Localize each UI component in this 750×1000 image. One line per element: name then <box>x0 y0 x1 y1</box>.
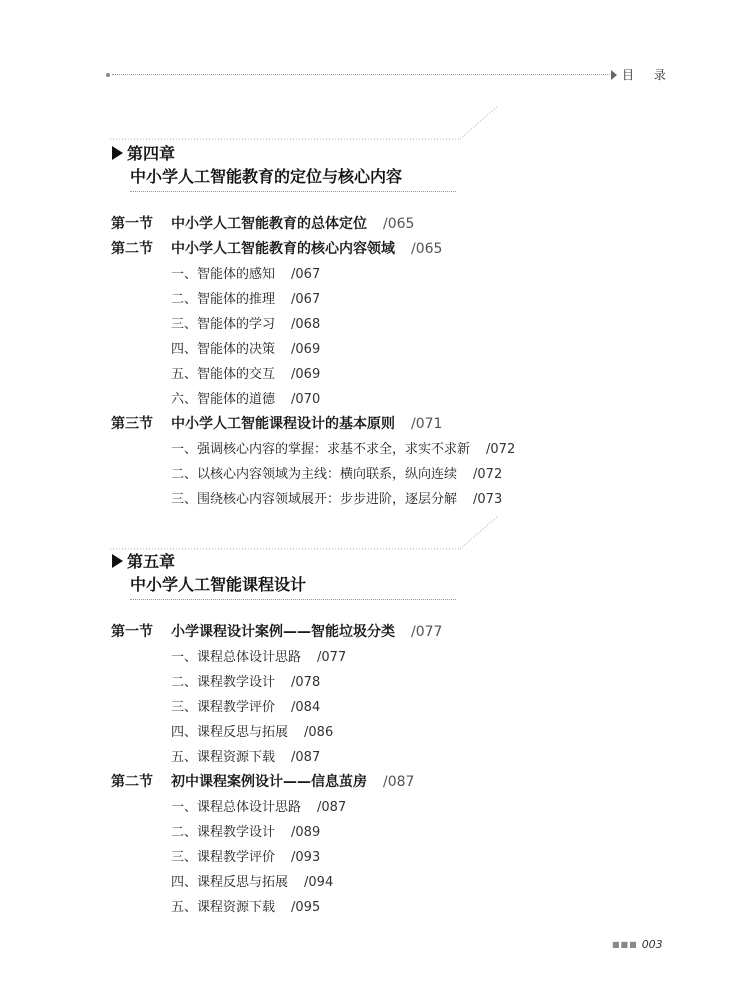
toc-item[interactable] <box>111 695 442 720</box>
toc-item[interactable] <box>111 795 442 820</box>
chapter-number-label: 第五章 <box>127 552 176 571</box>
toc-item[interactable] <box>111 870 442 895</box>
item-title: 二、以核心内容领域为主线：横向联系，纵向连续 <box>171 467 458 482</box>
toc-item[interactable] <box>111 387 515 412</box>
page-ref: /087 <box>291 750 321 765</box>
chapter-title: 中小学人工智能课程设计 <box>130 575 307 594</box>
toc-item[interactable] <box>111 645 442 670</box>
footer-dots-icon: ■■■ <box>612 940 638 949</box>
page-ref: /093 <box>291 850 321 865</box>
page-ref: /077 <box>317 650 347 665</box>
section-title: 中小学人工智能教育的总体定位 <box>171 216 367 232</box>
header-title: 目 录 <box>622 68 674 82</box>
chapter-5-deco-lines <box>110 514 500 554</box>
item-title: 一、强调核心内容的掌握：求基不求全，求实不求新 <box>171 442 471 457</box>
item-title: 二、课程教学设计 <box>171 675 276 690</box>
page-ref: /065 <box>411 241 443 257</box>
section-label: 第二节 <box>111 774 153 790</box>
item-title: 五、智能体的交互 <box>171 367 276 382</box>
item-title: 五、课程资源下载 <box>171 750 276 765</box>
toc-item[interactable] <box>111 895 442 920</box>
header-dot-icon <box>106 73 110 77</box>
toc-item[interactable] <box>111 362 515 387</box>
section-label: 第一节 <box>111 216 153 232</box>
chapter-4-decoration <box>110 104 500 144</box>
toc-item[interactable] <box>111 312 515 337</box>
chapter-number <box>112 144 456 164</box>
toc-item[interactable] <box>111 845 442 870</box>
chapter-5-heading <box>112 552 456 600</box>
section-label: 第二节 <box>111 241 153 257</box>
page-ref: /069 <box>291 367 321 382</box>
chapter-title-rule <box>130 599 456 600</box>
item-title: 四、智能体的决策 <box>171 342 276 357</box>
page-ref: /065 <box>383 216 415 232</box>
page-ref: /071 <box>411 416 443 432</box>
chapter-5-toc <box>111 620 442 920</box>
page-ref: /077 <box>411 624 443 640</box>
header-arrow-icon <box>611 70 617 80</box>
toc-section[interactable] <box>111 770 442 795</box>
toc-item[interactable] <box>111 670 442 695</box>
item-title: 二、智能体的推理 <box>171 292 276 307</box>
page-ref: /087 <box>317 800 347 815</box>
chapter-4-toc <box>111 212 515 512</box>
page-footer <box>612 934 663 953</box>
toc-item[interactable] <box>111 720 442 745</box>
page-number: 003 <box>641 938 663 951</box>
chapter-4-deco-lines <box>110 104 500 144</box>
section-label: 第一节 <box>111 624 153 640</box>
page-ref: /073 <box>473 492 503 507</box>
section-title: 初中课程案例设计——信息茧房 <box>171 774 367 790</box>
toc-item[interactable] <box>111 287 515 312</box>
toc-item[interactable] <box>111 437 515 462</box>
item-title: 四、课程反思与拓展 <box>171 725 289 740</box>
header-dotted-rule <box>112 74 612 75</box>
page-ref: /072 <box>486 442 516 457</box>
item-title: 六、智能体的道德 <box>171 392 276 407</box>
toc-item[interactable] <box>111 487 515 512</box>
section-title: 中小学人工智能课程设计的基本原则 <box>171 416 395 432</box>
item-title: 一、课程总体设计思路 <box>171 800 302 815</box>
chapter-number <box>112 552 456 572</box>
page-ref: /094 <box>304 875 334 890</box>
toc-item[interactable] <box>111 337 515 362</box>
item-title: 五、课程资源下载 <box>171 900 276 915</box>
page-ref: /086 <box>304 725 334 740</box>
item-title: 三、课程教学评价 <box>171 850 276 865</box>
section-title: 小学课程设计案例——智能垃圾分类 <box>171 624 395 640</box>
item-title: 三、围绕核心内容领域展开：步步进阶，逐层分解 <box>171 492 458 507</box>
section-label: 第三节 <box>111 416 153 432</box>
page-ref: /095 <box>291 900 321 915</box>
chapter-number-label: 第四章 <box>127 144 176 163</box>
toc-section[interactable] <box>111 412 515 437</box>
chapter-4-heading <box>112 144 456 192</box>
item-title: 三、课程教学评价 <box>171 700 276 715</box>
item-title: 三、智能体的学习 <box>171 317 276 332</box>
page-ref: /089 <box>291 825 321 840</box>
page-ref: /067 <box>291 292 321 307</box>
page-ref: /084 <box>291 700 321 715</box>
chapter-marker-icon <box>112 554 123 568</box>
page-ref: /078 <box>291 675 321 690</box>
page-ref: /087 <box>383 774 415 790</box>
toc-section[interactable] <box>111 212 515 237</box>
item-title: 一、课程总体设计思路 <box>171 650 302 665</box>
item-title: 四、课程反思与拓展 <box>171 875 289 890</box>
toc-section[interactable] <box>111 620 442 645</box>
page-ref: /069 <box>291 342 321 357</box>
item-title: 一、智能体的感知 <box>171 267 276 282</box>
toc-item[interactable] <box>111 820 442 845</box>
chapter-marker-icon <box>112 146 123 160</box>
toc-item[interactable] <box>111 462 515 487</box>
page-ref: /067 <box>291 267 321 282</box>
page-ref: /072 <box>473 467 503 482</box>
toc-section[interactable] <box>111 237 515 262</box>
page-header <box>106 66 674 86</box>
item-title: 二、课程教学设计 <box>171 825 276 840</box>
chapter-title: 中小学人工智能教育的定位与核心内容 <box>130 167 403 186</box>
chapter-5-decoration <box>110 514 500 554</box>
page-ref: /068 <box>291 317 321 332</box>
page-ref: /070 <box>291 392 321 407</box>
section-title: 中小学人工智能教育的核心内容领域 <box>171 241 395 257</box>
toc-item[interactable] <box>111 262 515 287</box>
chapter-title-rule <box>130 191 456 192</box>
toc-item[interactable] <box>111 745 442 770</box>
